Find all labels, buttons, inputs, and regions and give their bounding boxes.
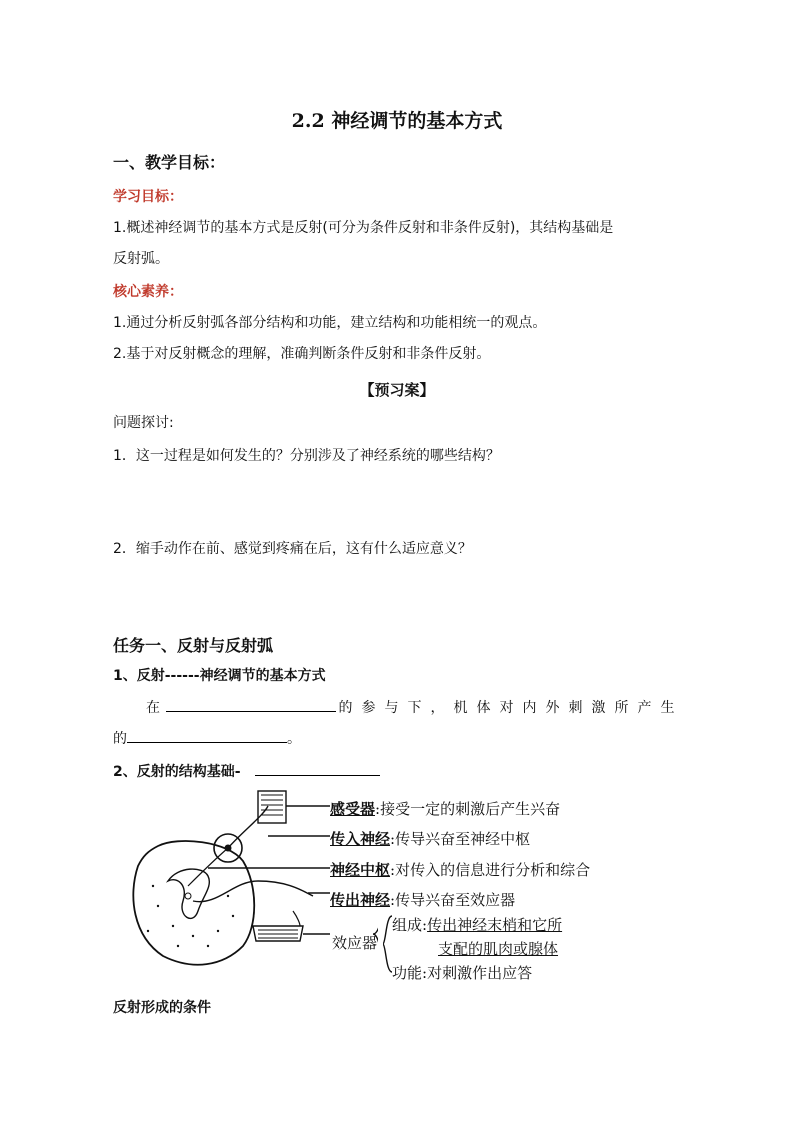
label-effector: 效应器 — [332, 934, 378, 952]
learning-goal-1: 1.概述神经调节的基本方式是反射(可分为条件反射和非条件反射)，其结构基础是 — [113, 220, 614, 236]
label-composition — [392, 914, 562, 935]
gray-matter — [168, 869, 209, 918]
question-2: 2．缩手动作在前、感觉到疼痛在后，这有什么适应意义？ — [113, 541, 472, 557]
conditions-heading: 反射形成的条件 — [113, 1000, 211, 1016]
core-literacy-label: 核心素养： — [113, 284, 183, 300]
label-receptor — [330, 798, 560, 819]
afferent-desc: :传导兴奋至神经中枢 — [390, 830, 531, 848]
afferent-term: 传入神经 — [330, 830, 391, 848]
task1-item-1: 1、反射------神经调节的基本方式 — [113, 668, 326, 684]
efferent-desc: :传导兴奋至效应器 — [390, 891, 516, 909]
task1-heading: 任务一、反射与反射弧 — [113, 636, 274, 655]
preview-intro: 问题探讨: — [113, 415, 174, 431]
preview-heading: 【预习案】 — [359, 381, 435, 399]
fill-line2-suffix: 。 — [287, 731, 301, 747]
label-afferent — [330, 828, 530, 849]
learning-goals-label: 学习目标： — [113, 189, 183, 205]
receptor-desc: :接受一定的刺激后产生兴奋 — [375, 800, 561, 818]
core-item-2: 2.基于对反射概念的理解，准确判断条件反射和非条件反射。 — [113, 346, 491, 362]
section-heading-objectives: 一、教学目标： — [113, 153, 226, 172]
fill-line-1 — [146, 697, 683, 717]
function-desc: 对刺激作出应答 — [427, 964, 533, 982]
fill-line-2 — [113, 728, 301, 748]
label-function — [392, 962, 532, 983]
fill-line2-prefix: 的 — [113, 731, 127, 747]
receptor-term: 感受器 — [330, 800, 376, 818]
fill-middle: 的参与下，机体对内外刺激所产生 — [338, 700, 684, 716]
label-efferent — [330, 889, 515, 910]
fill-blank-1[interactable] — [166, 697, 336, 712]
center-term: 神经中枢 — [330, 861, 391, 879]
composition-desc-2: 支配的肌肉或腺体 — [438, 940, 559, 958]
composition-term: 组成: — [392, 916, 428, 934]
task1-item-2 — [113, 761, 380, 781]
learning-goal-1-cont: 反射弧。 — [113, 251, 169, 267]
fill-blank-2[interactable] — [127, 728, 287, 743]
function-term: 功能: — [392, 964, 428, 982]
question-1: 1．这一过程是如何发生的？分别涉及了神经系统的哪些结构？ — [113, 448, 500, 464]
receptor-shape — [258, 791, 286, 823]
label-center — [330, 859, 590, 880]
composition-desc-1: 传出神经末梢和它所 — [427, 916, 563, 934]
efferent-term: 传出神经 — [330, 891, 391, 909]
fill-blank-3[interactable] — [255, 761, 380, 776]
fill-prefix: 在 — [146, 700, 160, 716]
core-item-1: 1.通过分析反射弧各部分结构和功能，建立结构和功能相统一的观点。 — [113, 315, 547, 331]
page-title: 2.2 神经调节的基本方式 — [291, 110, 503, 132]
center-desc: :对传入的信息进行分析和综合 — [390, 861, 591, 879]
item2-label: 2、反射的结构基础- — [113, 764, 241, 780]
